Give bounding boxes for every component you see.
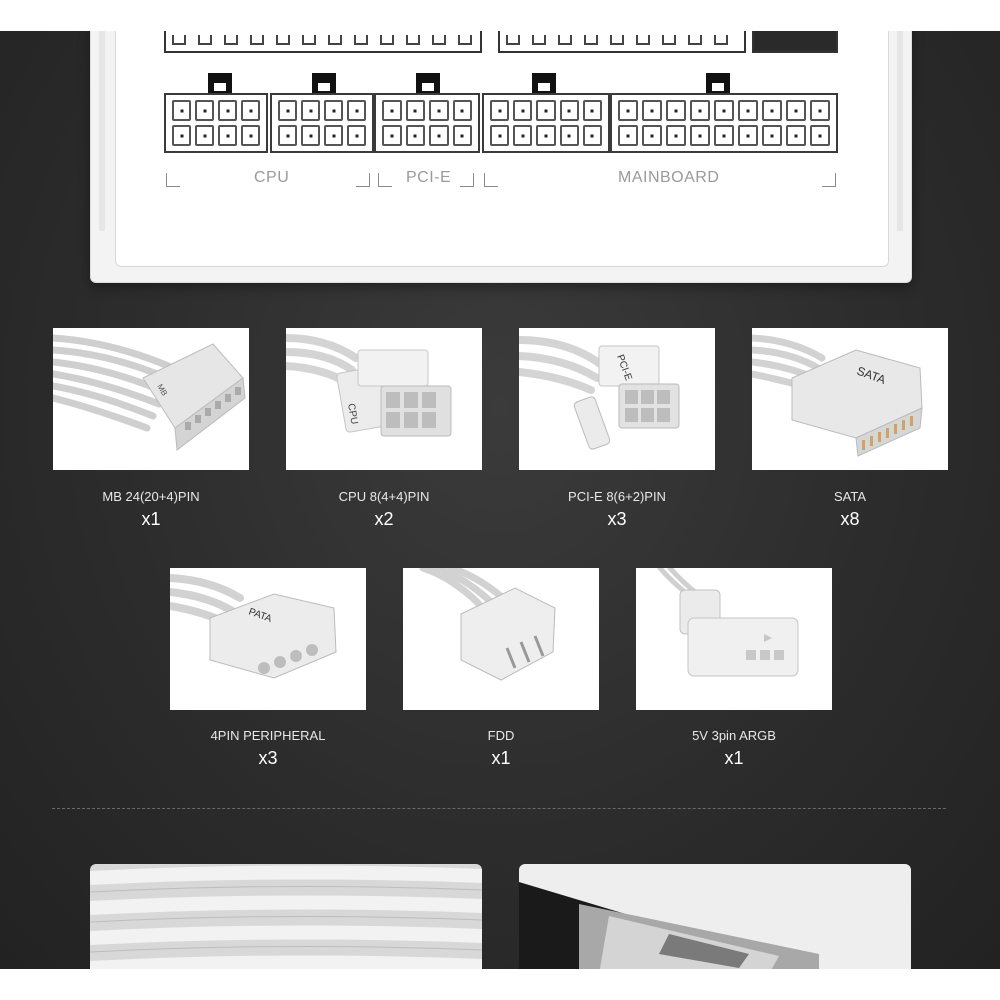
argb-header-top: [752, 31, 838, 53]
cable-image-fdd: [403, 568, 599, 710]
fdd-connector-icon: [403, 568, 599, 710]
cable-image-peripheral: [170, 568, 366, 710]
cable-qty-argb: x1: [724, 748, 744, 768]
cable-qty-mb: x1: [141, 509, 161, 529]
cable-label-sata: SATA: [833, 489, 867, 504]
psu-side-strip-left: [99, 31, 105, 231]
pcie-bracket-left: [378, 173, 392, 187]
svg-text:PCI-E: PCI-E: [614, 353, 634, 383]
mb-connector-icon: [53, 328, 249, 470]
pcie-socket: [374, 93, 480, 153]
cable-qty-pcie: x3: [607, 509, 627, 529]
sleeved-cable-photo: [90, 864, 482, 969]
pcie-latch: [416, 73, 440, 93]
psu-connector-plate: [115, 31, 889, 267]
legend-mainboard: MAINBOARD: [618, 169, 720, 186]
svg-text:PATA: PATA: [246, 606, 274, 625]
mainboard-socket-small: [482, 93, 610, 153]
cable-label-argb: 5V 3pin ARGB: [692, 728, 776, 743]
cable-label-peripheral: 4PIN PERIPHERAL: [210, 728, 326, 743]
cable-qty-fdd: x1: [491, 748, 511, 768]
mb-latch-1: [532, 73, 556, 93]
cable-qty-cpu: x2: [374, 509, 394, 529]
section-divider: [52, 808, 946, 809]
pcie-connector-icon: [519, 328, 715, 470]
pcie-bracket-right: [460, 173, 474, 187]
sleeved-cable-image: [90, 864, 482, 969]
cpu-latch-1: [208, 73, 232, 93]
cable-qty-sata: x8: [840, 509, 860, 529]
cable-image-mb: [53, 328, 249, 470]
cpu-bracket-right: [356, 173, 370, 187]
mainboard-bracket-left: [484, 173, 498, 187]
legend-cpu: CPU: [254, 169, 290, 186]
cpu-latch-2: [312, 73, 336, 93]
product-page: [0, 31, 1000, 969]
top-connector-row-right: [498, 31, 746, 53]
cable-image-sata: [752, 328, 948, 470]
psu-side-strip-right: [897, 31, 903, 231]
mainboard-bracket-right: [822, 173, 836, 187]
terminal-pin-image: [519, 864, 911, 969]
cable-qty-peripheral: x3: [258, 748, 278, 768]
mb-latch-2: [706, 73, 730, 93]
psu-modular-panel: [90, 31, 912, 283]
argb-connector-icon: [636, 568, 832, 710]
cpu-bracket-left: [166, 173, 180, 187]
sata-connector-icon: [752, 328, 948, 470]
svg-text:CPU: CPU: [345, 402, 360, 426]
top-connector-row-left: [164, 31, 482, 53]
mainboard-socket-large: [610, 93, 838, 153]
cable-image-cpu: [286, 328, 482, 470]
svg-text:SATA: SATA: [854, 363, 888, 387]
terminal-pin-photo: [519, 864, 911, 969]
cable-label-fdd: FDD: [487, 728, 515, 743]
svg-text:MB: MB: [155, 382, 170, 398]
cpu-connector-icon: [286, 328, 482, 470]
cpu-socket-1: [164, 93, 268, 153]
peripheral-connector-icon: [170, 568, 366, 710]
cpu-socket-2: [270, 93, 374, 153]
cable-label-mb: MB 24(20+4)PIN: [102, 489, 200, 504]
cable-label-pcie: PCI-E 8(6+2)PIN: [568, 489, 666, 504]
cable-image-pcie: [519, 328, 715, 470]
cable-image-argb: [636, 568, 832, 710]
legend-pcie: PCI-E: [406, 169, 452, 186]
cable-label-cpu: CPU 8(4+4)PIN: [338, 489, 430, 504]
